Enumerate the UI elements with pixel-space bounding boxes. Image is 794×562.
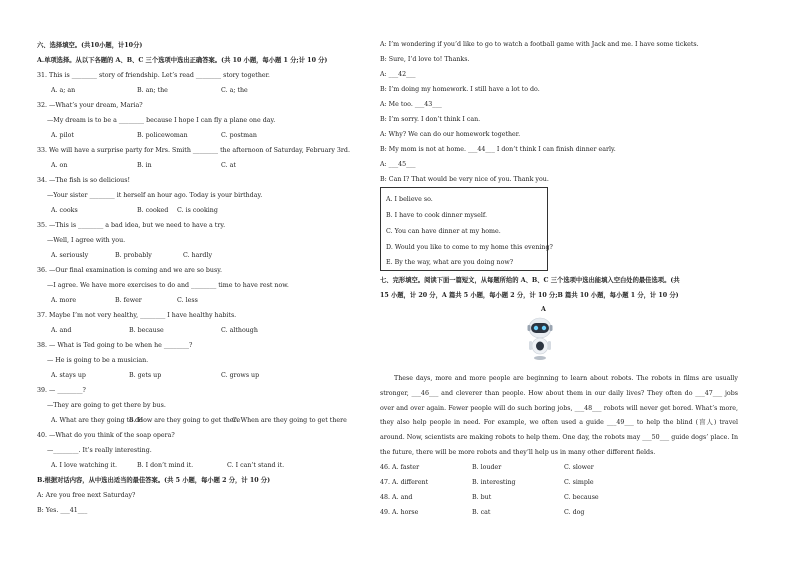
cloze-passage: These days, more and more people are beginning to learn about robots. The robots in films are usually stronger, ___46___ and cleverer than people. How about them in our daily lives? They often do ___47___ jobs over and over again. Fewer people will do such boring jobs, ___48___ robots will never get bored. What’s more, they also help people in need. For example, we often used a guide ___49___ to help the blind (盲人) travel around. Now, scientists are making robots to help them. One day, the robots may ___50___ guide dogs’ place. In the future, there will be more robots and they’ll help us in many other different fields. <box>380 375 738 456</box>
q34-option-a: A. cooks <box>51 207 78 214</box>
box-option-b: B. I have to cook dinner myself. <box>386 212 487 219</box>
q47-option-b: B. interesting <box>472 479 516 486</box>
q37-option-a: A. and <box>51 327 72 334</box>
q38-stem-2: — He is going to be a musician. <box>47 357 149 364</box>
q38-option-c: C. grows up <box>221 372 260 379</box>
q36-option-c: C. less <box>177 297 198 304</box>
dialog-line-10: B: My mom is not at home. ___44___ I don’t think I can finish dinner early. <box>380 146 616 153</box>
q38-option-b: B. gets up <box>129 372 162 379</box>
dialog-line-5: A: ___42___ <box>380 71 416 78</box>
robot-illustration <box>526 315 554 361</box>
q39-option-b: B. How are they going to get there <box>129 417 241 424</box>
box-option-e: E. By the way, what are you doing now? <box>386 259 514 266</box>
q49-option-b: B. cat <box>472 509 491 516</box>
q37-option-c: C. although <box>221 327 258 334</box>
q38-option-a: A. stays up <box>51 372 86 379</box>
q34-stem: 34. —The fish is so delicious! <box>37 177 130 184</box>
q40-option-c: C. I can’t stand it. <box>227 462 285 469</box>
q36-option-a: A. more <box>51 297 77 304</box>
q34-stem-2: —Your sister ________ it herself an hour ago. Today is your birthday. <box>47 192 263 199</box>
q48-option-a: 48. A. and <box>380 494 413 501</box>
dialog-line-3: A: I’m wondering if you’d like to go to watch a football game with Jack and me. I have some tickets. <box>380 41 699 48</box>
q39-option-c: C. When are they going to get there <box>232 417 347 424</box>
q46-option-b: B. louder <box>472 464 502 471</box>
dialog-line-4: B: Sure, I’d love to! Thanks. <box>380 56 470 63</box>
q46-option-a: 46. A. faster <box>380 464 420 471</box>
section7-title-line2: 15 小题，计 20 分，A 篇共 5 小题，每小题 2 分，计 10 分;B 篇共 10 小题，每小题 1 分，计 10 分) <box>380 292 679 299</box>
q35-stem: 35. —This is ________ a bad idea, but we need to have a try. <box>37 222 226 229</box>
dialog-line-7: A: Me too. ___43___ <box>380 101 442 108</box>
q36-stem-2: —I agree. We have more exercises to do and ________ time to have rest now. <box>47 282 289 289</box>
q33-stem: 33. We will have a surprise party for Mrs. Smith ________ the afternoon of Saturday, February 3rd. <box>37 147 350 154</box>
box-option-a: A. I believe so. <box>386 196 433 203</box>
q34-option-c: C. is cooking <box>177 207 218 214</box>
dialog-line-12: B: Can I? That would be very nice of you. Thank you. <box>380 176 549 183</box>
box-option-d: D. Would you like to come to my home this evening? <box>386 244 553 251</box>
q39-stem: 39. — ________? <box>37 387 86 394</box>
q39-stem-2: —They are going to get there by bus. <box>47 402 166 409</box>
passage-label: A <box>541 306 546 313</box>
q48-option-c: C. because <box>564 494 599 501</box>
dialog-line-8: B: I’m sorry. I don’t think I can. <box>380 116 481 123</box>
q35-option-b: B. probably <box>115 252 152 259</box>
q38-stem: 38. — What is Ted going to be when he ________? <box>37 342 193 349</box>
dialog-line-2: B: Yes. ___41___ <box>37 507 88 514</box>
q39-option-a: A. What are they going to do <box>51 417 143 424</box>
q31-option-c: C. a; the <box>221 87 248 94</box>
q31-option-a: A. a; an <box>51 87 76 94</box>
box-option-c: C. You can have dinner at my home. <box>386 228 501 235</box>
q47-option-a: 47. A. different <box>380 479 429 486</box>
q32-stem: 32. —What’s your dream, Maria? <box>37 102 143 109</box>
q35-option-c: C. hardly <box>183 252 213 259</box>
q31-option-b: B. an; the <box>137 87 168 94</box>
q32-stem-2: —My dream is to be a ________ because I hope I can fly a plane one day. <box>47 117 276 124</box>
dialog-line-11: A: ___45___ <box>380 161 416 168</box>
q40-stem-2: —________. It’s really interesting. <box>47 447 152 454</box>
q33-option-c: C. at <box>221 162 236 169</box>
q37-stem: 37. Maybe I’m not very healthy, ________ I have healthy habits. <box>37 312 237 319</box>
q35-stem-2: —Well, I agree with you. <box>47 237 126 244</box>
dialog-line-1: A: Are you free next Saturday? <box>37 492 136 499</box>
q49-option-c: C. dog <box>564 509 585 516</box>
partB-title: B.根据对话内容，从中选出适当的最佳答案。(共 5 小题，每小题 2 分，计 10 分) <box>37 477 271 484</box>
q31-stem: 31. This is ________ story of friendship. Let’s read ________ story together. <box>37 72 270 79</box>
options-box <box>380 187 553 271</box>
q40-stem: 40. —What do you think of the soap opera? <box>37 432 175 439</box>
q32-option-b: B. policewoman <box>137 132 188 139</box>
section7-title-line1: 七、完形填空。阅读下面一篇短文，从每题所给的 A、B、C 三个选项中选出能填入空白处的最佳选项。(共 <box>380 277 680 284</box>
q49-option-a: 49. A. horse <box>380 509 419 516</box>
dialog-line-9: A: Why? We can do our homework together. <box>380 131 521 138</box>
q32-option-a: A. pilot <box>51 132 74 139</box>
q40-option-b: B. I don’t mind it. <box>137 462 194 469</box>
q32-option-c: C. postman <box>221 132 257 139</box>
section6-title: 六、选择填空。(共10小题，计10分) <box>37 42 143 49</box>
partA-title: A.单项选择。从以下各题的 A、B、C 三个选项中选出正确答案。(共 10 小题，每小题 1 分;计 10 分) <box>37 57 328 64</box>
q36-option-b: B. fewer <box>115 297 142 304</box>
q37-option-b: B. because <box>129 327 164 334</box>
q34-option-b: B. cooked <box>137 207 169 214</box>
q46-option-c: C. slower <box>564 464 594 471</box>
q40-option-a: A. I love watching it. <box>51 462 118 469</box>
q36-stem: 36. —Our final examination is coming and we are so busy. <box>37 267 222 274</box>
q48-option-b: B. but <box>472 494 492 501</box>
q33-option-a: A. on <box>51 162 68 169</box>
q47-option-c: C. simple <box>564 479 594 486</box>
q35-option-a: A. seriously <box>51 252 89 259</box>
dialog-line-6: B: I’m doing my homework. I still have a lot to do. <box>380 86 540 93</box>
q33-option-b: B. in <box>137 162 152 169</box>
